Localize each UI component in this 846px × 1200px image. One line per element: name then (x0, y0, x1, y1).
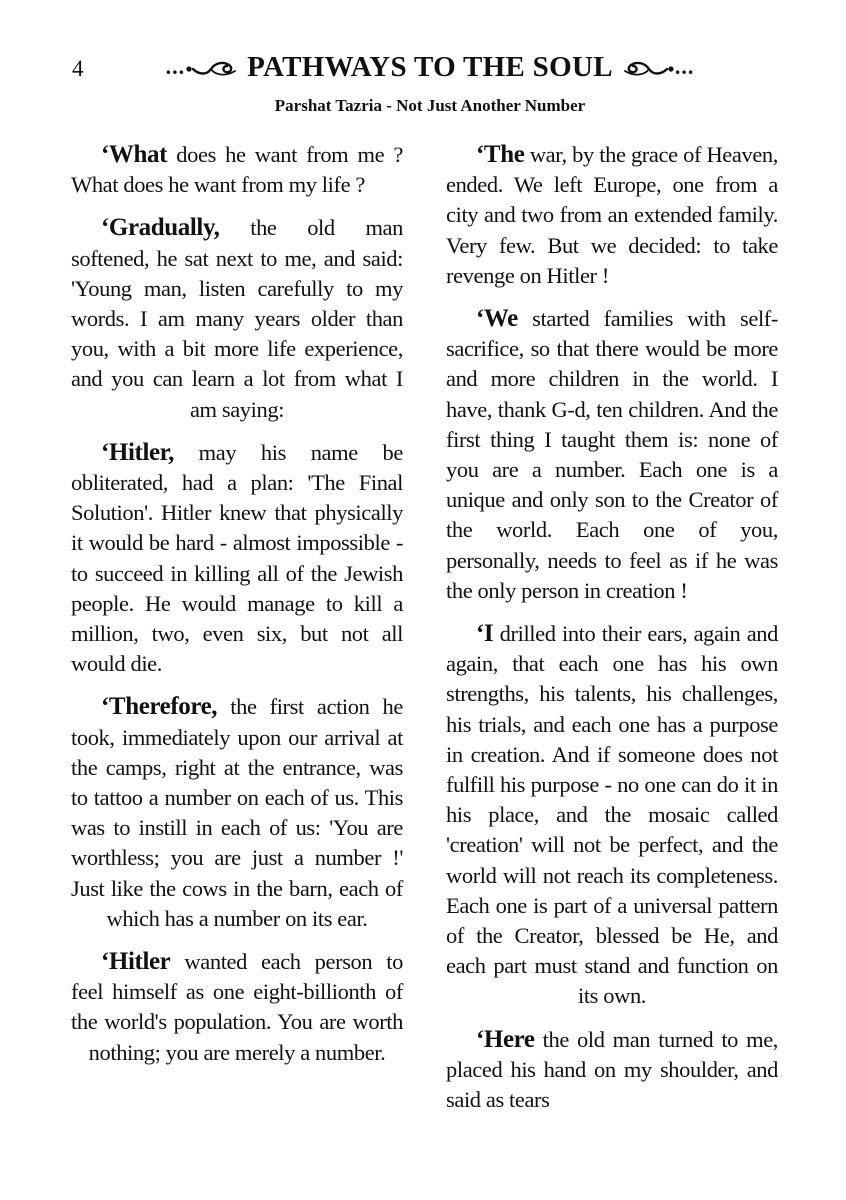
paragraph-lead: ‘The (476, 141, 525, 168)
paragraph-lead: ‘Hitler (101, 948, 171, 976)
flourish-right-icon (619, 55, 675, 79)
paragraph-text: started families with self-sacrifice, so that there would be more and more children in the world. I have, thank G-d, ten children. And the first thing I taught them is: none of you are a number. Each one is a unique and only son to the Creator of the world. Each one of you, personally, needs to feel as if he was the only person in creation ! (446, 306, 778, 603)
paragraph (446, 1025, 778, 1116)
paragraph-text: the old man turned to me, placed his hand on my shoulder, and said as tears (446, 1026, 778, 1113)
paragraph-text: may his name be obliterated, had a plan: 'The Final Solution'. Hitler knew that physically it would be hard - almost impossible - to succeed in killing all of the Jewish people. He would manage to kill a million, two, even six, but not all would die. (71, 439, 403, 677)
paragraph-text: the first action he took, immediately upon our arrival at the camps, right at the entrance, was to tattoo a number on each of us. This was to instill in each of us: 'You are worthless; you are just a number !' Just like the cows in the barn, each of which has a number on its ear. (71, 694, 403, 931)
paragraph-text: war, by the grace of Heaven, ended. We left Europe, one from a city and two from an extended family. Very few. But we decided: to take revenge on Hitler ! (446, 142, 778, 288)
paragraph-lead: ‘Therefore, (101, 693, 218, 721)
paragraph (71, 692, 403, 934)
paragraph (446, 140, 778, 291)
ornament-left-dots: ... (165, 54, 186, 79)
paragraph (71, 438, 403, 680)
paragraph-text: wanted each person to feel himself as one eight-billionth of the world's population. You are worth nothing; you are merely a number. (71, 949, 403, 1065)
ornament-right (619, 54, 695, 80)
page-title: PATHWAYS TO THE SOUL (247, 51, 613, 83)
paragraph-lead: ‘Hitler, (101, 438, 174, 466)
paragraph (71, 947, 403, 1068)
ornament-left (166, 54, 242, 80)
paragraph-lead: ‘What (101, 141, 168, 168)
page-subtitle: Parshat Tazria - Not Just Another Number (274, 96, 586, 115)
paragraph-lead: ‘I (476, 620, 494, 648)
paragraph-lead: ‘We (476, 305, 518, 333)
paragraph-lead: ‘Here (476, 1025, 535, 1053)
ornament-right-dots: ... (674, 54, 695, 79)
running-header (120, 50, 740, 84)
left-column (71, 140, 403, 1081)
flourish-left-icon (185, 55, 241, 79)
page-number: 4 (72, 56, 84, 81)
paragraph (71, 213, 403, 424)
paragraph (446, 304, 778, 606)
right-column (446, 140, 778, 1128)
paragraph-text: drilled into their ears, again and again, that each one has his own strengths, his talents, his challenges, his trials, and each one has a purpose in creation. And if someone does not fulfill his purpose - no one can do it in his place, and the mosaic called 'creation' will not be perfect, and the world will not reach its completeness. Each one is part of a universal pattern of the Creator, blessed be He, and each part must stand and function on its own. (446, 621, 778, 1009)
paragraph (71, 140, 403, 200)
paragraph-lead: ‘Gradually, (101, 214, 220, 242)
paragraph-text: the old man softened, he sat next to me, and said: 'Young man, listen carefully to my words. I am many years older than you, with a bit more life experience, and you can learn a lot from what I am saying: (71, 215, 403, 422)
paragraph (446, 619, 778, 1012)
paragraph-text: does he want from me ? What does he want from my life ? (71, 142, 403, 198)
